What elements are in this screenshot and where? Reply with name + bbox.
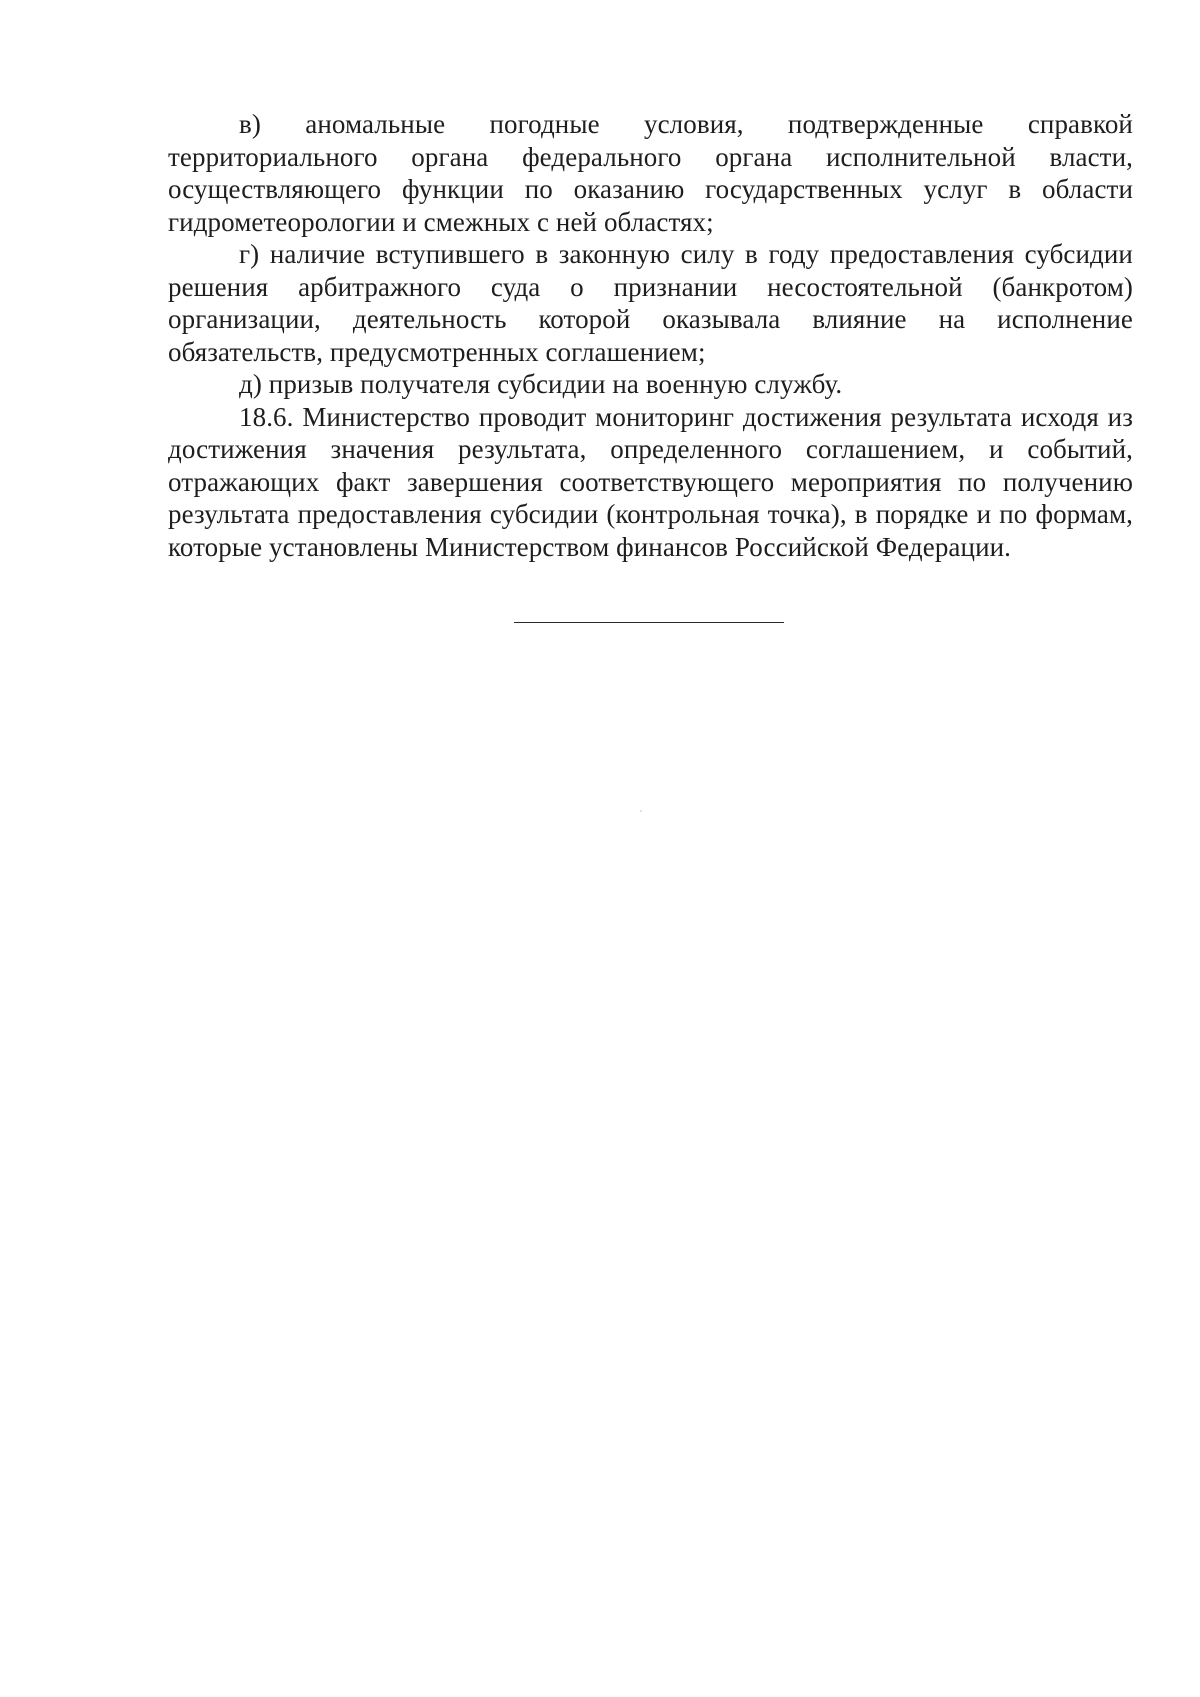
scan-speck: [640, 810, 642, 812]
paragraph-18-6-monitoring: 18.6. Министерство проводит мониторинг достижения результата исходя из достижения значения результата, определенного соглашением, и событий, отражающих факт завершения соответствующего мероприятия по получению результата предоставления субсидии (контрольная точка), в порядке и по формам, которые установлены Министерством финансов Российской Федерации.: [168, 401, 1133, 562]
paragraph-v-weather-conditions: в) аномальные погодные условия, подтвержденные справкой территориального органа федерального органа исполнительной власти, осуществляющего функции по оказанию государственных услуг в области гидрометеорологии и смежных с ней областях;: [168, 109, 1133, 237]
end-of-text-rule: [514, 622, 784, 623]
document-body: [168, 108, 1133, 563]
paragraph-g-bankruptcy-decision: г) наличие вступившего в законную силу в году предоставления субсидии решения арбитражного суда о признании несостоятельной (банкротом) организации, деятельность которой оказывала влияние на исполнение обязательств, предусмотренных соглашением;: [168, 239, 1133, 367]
paragraph-d-military-service: д) призыв получателя субсидии на военную службу.: [239, 369, 843, 399]
